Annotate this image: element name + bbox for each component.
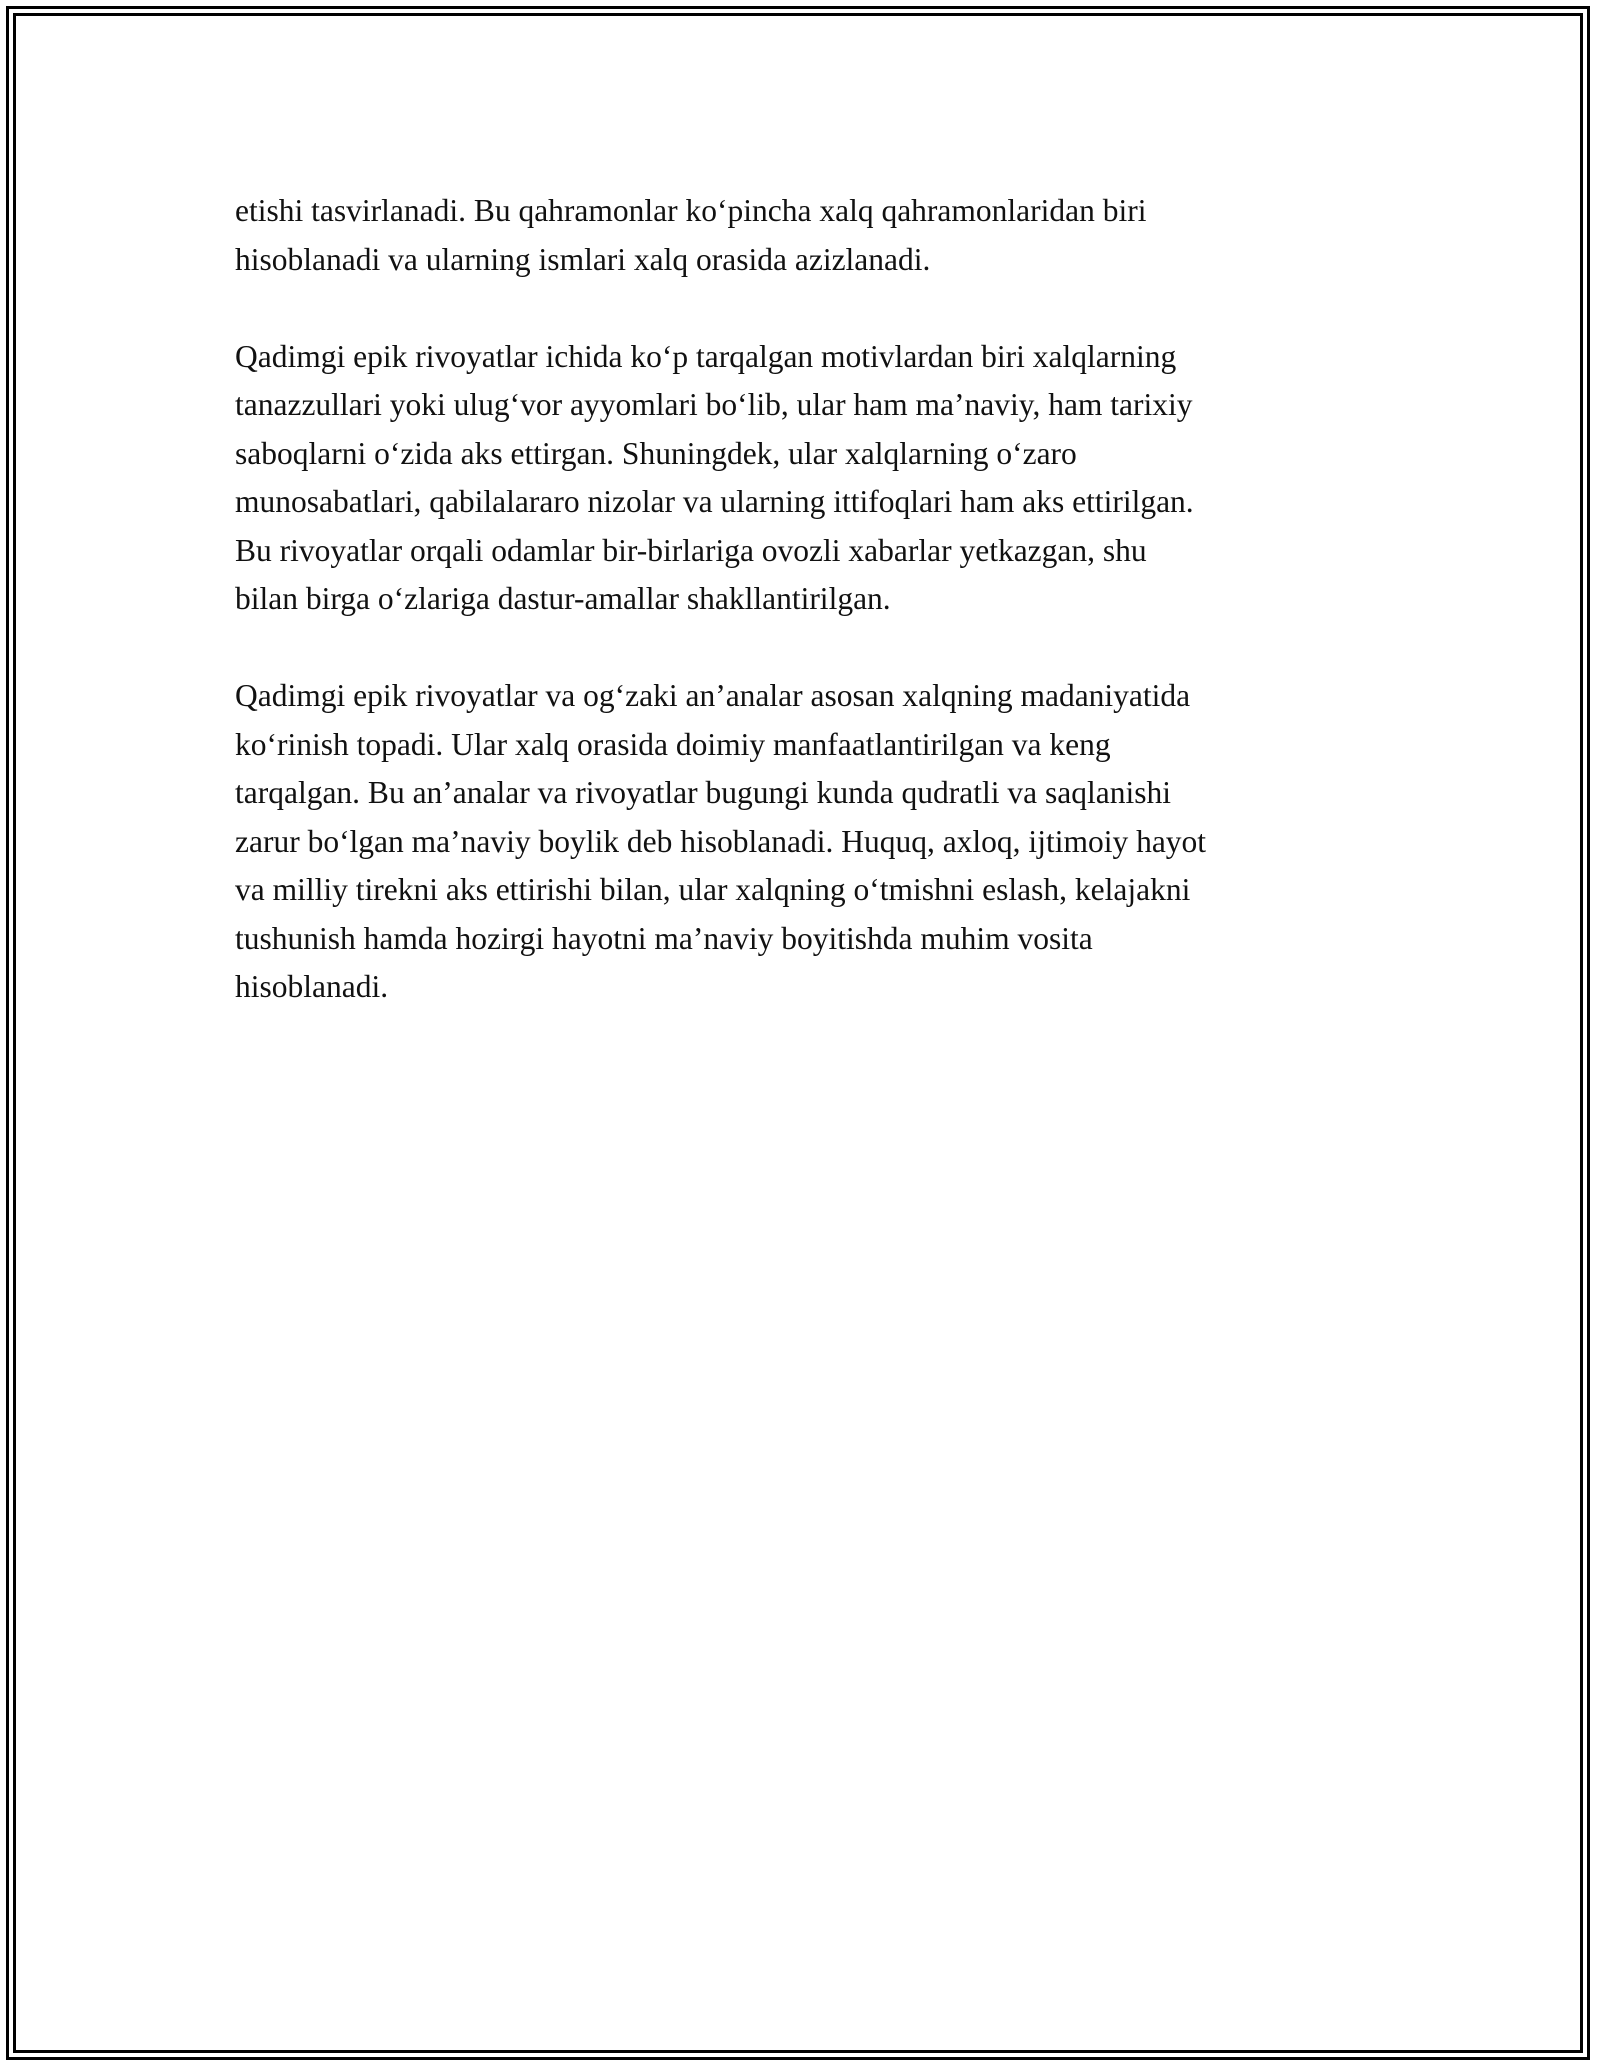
- paragraph-line: va milliy tirekni aks ettirishi bilan, ular xalqning o‘tmishni eslash, kelajakni: [235, 872, 1191, 907]
- paragraph-line: etishi tasvirlanadi. Bu qahramonlar ko‘pincha xalq qahramonlaridan biri: [235, 193, 1147, 228]
- paragraph-line: tushunish hamda hozirgi hayotni ma’naviy boyitishda muhim vosita: [235, 920, 1093, 956]
- paragraph-line: hisoblanadi va ularning ismlari xalq orasida azizlanadi.: [235, 241, 931, 277]
- paragraph-line: hisoblanadi.: [235, 969, 389, 1004]
- paragraph-line: zarur bo‘lgan ma’naviy boylik deb hisoblanadi. Huquq, axloq, ijtimoiy hayot: [235, 823, 1207, 859]
- paragraph-2: [235, 333, 1375, 624]
- paragraph-line: Qadimgi epik rivoyatlar va og‘zaki an’analar asosan xalqning madaniyatida: [235, 678, 1191, 713]
- paragraph-line: Bu rivoyatlar orqali odamlar bir-birlariga ovozli xabarlar yetkazgan, shu: [235, 532, 1147, 568]
- paragraph-line: saboqlarni o‘zida aks ettirgan. Shuningdek, ular xalqlarning o‘zaro: [235, 435, 1077, 471]
- paragraph-line: munosabatlari, qabilalararo nizolar va ularning ittifoqlari ham aks ettirilgan.: [235, 484, 1194, 519]
- paragraph-line: tanazzullari yoki ulug‘vor ayyomlari bo‘lib, ular ham ma’naviy, ham tarixiy: [235, 387, 1193, 422]
- paragraph-line: Qadimgi epik rivoyatlar ichida ko‘p tarqalgan motivlardan biri xalqlarning: [235, 338, 1177, 374]
- paragraph-1: [235, 187, 1375, 284]
- paragraph-line: ko‘rinish topadi. Ular xalq orasida doimiy manfaatlantirilgan va keng: [235, 726, 1111, 762]
- paragraph-line: tarqalgan. Bu an’analar va rivoyatlar bugungi kunda qudratli va saqlanishi: [235, 775, 1171, 810]
- paragraph-3: [235, 672, 1375, 1012]
- paragraph-line: bilan birga o‘zlariga dastur-amallar shakllantirilgan.: [235, 581, 891, 616]
- document-body: [235, 187, 1375, 1060]
